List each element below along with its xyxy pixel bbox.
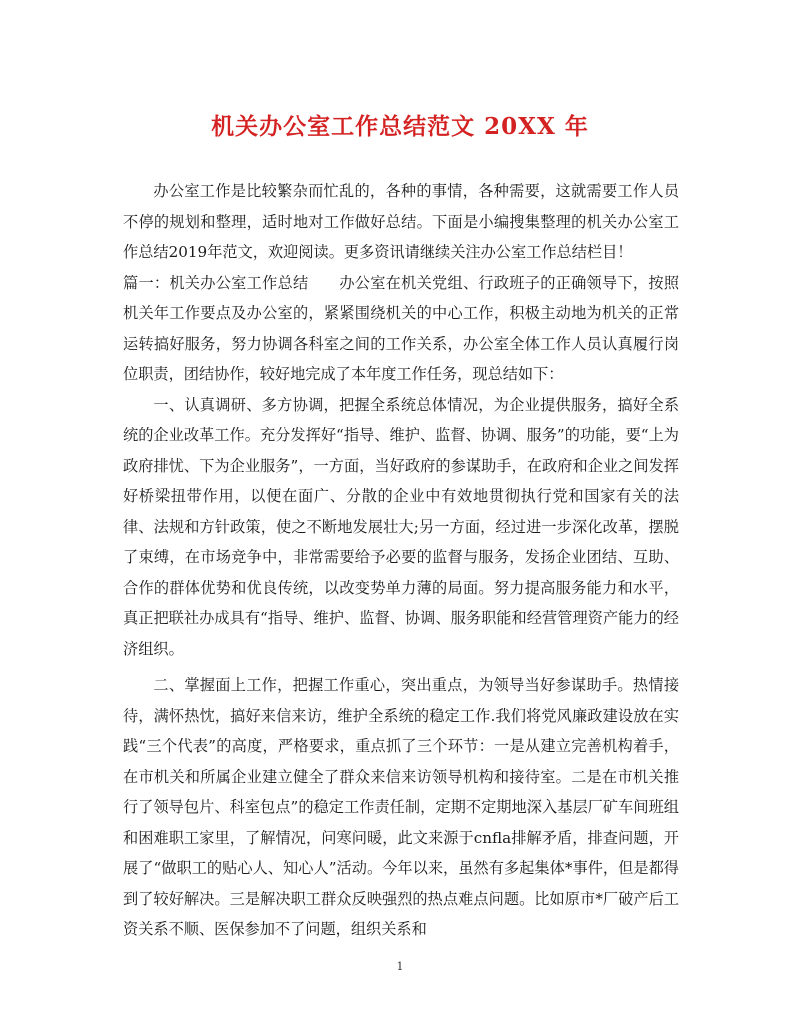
paragraph-section-one: 一、认真调研、多方协调，把握全系统总体情况，为企业提供服务，搞好全系统的企业改革工作。充分发挥好“指导、维护、监督、协调、服务”的功能，要“上为政府排忧、下为企业服务”，一方面，当好政府的参谋助手，在政府和企业之间发挥好桥梁扭带作用，以便在面广、分散的企业中有效地贯彻执行党和国家有关的法律、法规和方针政策，使之不断地发展壮大;另一方面，经过进一步深化改革，摆脱了束缚，在市场竞争中，非常需要给予必要的监督与服务，发扬企业团结、互助、合作的群体优势和优良传统，以改变势单力薄的局面。努力提高服务能力和水平，真正把联社办成具有“指导、维护、监督、协调、服务职能和经营管理资产能力的经济组织。 [123, 395, 679, 658]
page-number: 1 [396, 960, 404, 973]
paragraph-section-two: 二、掌握面上工作，把握工作重心，突出重点，为领导当好参谋助手。热情接待，满怀热忱，搞好来信来访，维护全系统的稳定工作.我们将党风廉政建设放在实践“三个代表”的高度，严格要求，重点抓了三个环节：一是从建立完善机构着手，在市机关和所属企业建立健全了群众来信来访领导机构和接待室。二是在市机关推行了领导包片、科室包点”的稳定工作责任制，定期不定期地深入基层厂矿车间班组和困难职工家里，了解情况，问寒问暖，此文来源于cnfla排解矛盾，排查问题，开展了“做职工的贴心人、知心人”活动。今年以来，虽然有多起集体*事件，但是都得到了较好解决。三是解决职工群众反映强烈的热点难点问题。比如原市*厂破产后工资关系不顺、医保参加不了问题，组织关系和 [123, 676, 679, 938]
paragraph-intro: 办公室工作是比较繁杂而忙乱的，各种的事情，各种需要，这就需要工作人员不停的规划和整理，适时地对工作做好总结。下面是小编搜集整理的机关办公室工作总结2019年范文，欢迎阅读。更多资讯请继续关注办公室工作总结栏目！ [123, 182, 679, 261]
paragraph-part-one: 篇一：机关办公室工作总结 办公室在机关党组、行政班子的正确领导下，按照机关年工作要点及办公室的，紧紧围绕机关的中心工作，积极主动地为机关的正常运转搞好服务，努力协调各科室之间的工作关系，办公室全体工作人员认真履行岗位职责，团结协作，较好地完成了本年度工作任务，现总结如下： [123, 273, 679, 383]
document-title: 机关办公室工作总结范文 20XX 年 [211, 113, 589, 140]
document-body [123, 176, 679, 945]
